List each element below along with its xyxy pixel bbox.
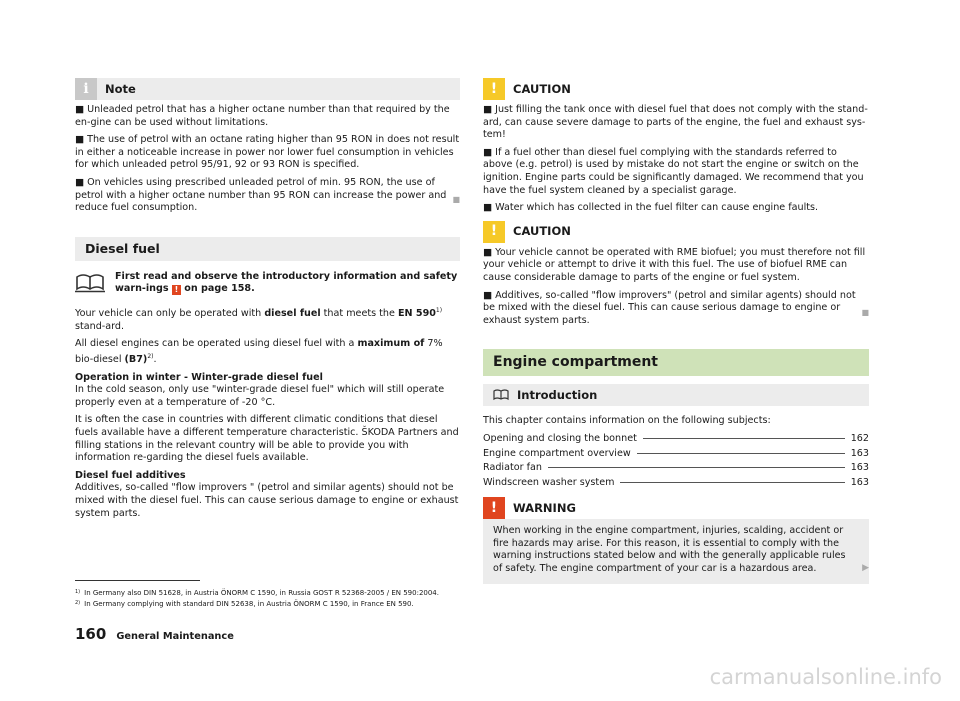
warning-title: WARNING [513,500,576,515]
emphasis: (B7) [124,354,148,366]
text: Your vehicle can only be operated with [75,308,265,320]
note-paragraph: ■ Unleaded petrol that has a higher octane number than that required by the en-gine can be used without limitations. [75,104,450,128]
toc-leader [620,482,844,483]
footnote-mark: 2) [75,600,81,606]
text: stand-ard. [75,320,125,332]
warning-body [483,519,869,583]
toc-page: 163 [850,476,869,488]
emphasis: EN 590 [397,308,436,320]
footnote-ref[interactable]: 2) [147,352,154,360]
intro-reference [75,271,460,296]
toc-entry[interactable] [483,477,869,490]
end-mark-icon: ■ [861,307,869,317]
caution-header [483,221,869,243]
toc-leader [548,467,845,468]
table-of-contents [483,433,869,489]
diesel-paragraph-1 [75,305,460,333]
toc-page: 162 [850,432,869,444]
note-title: Note [105,81,136,96]
footnote [75,598,875,609]
winter-heading: Operation in winter - Winter-grade diesel fuel [75,371,323,383]
caution-paragraph: ■ If a fuel other than diesel fuel complying with the standards referred to above (e.g. petrol) is used by mistake do not start the engine or switch on the ignition. Engine parts could be significantly damaged. We recommend that you have the fuel system cleaned by a specialist garage. [483,146,864,196]
toc-page: 163 [850,462,869,474]
additives-heading: Diesel fuel additives [75,469,186,481]
caution-body [483,100,869,215]
toc-title: Windscreen washer system [483,476,615,488]
watermark: carmanualsonline.info [709,665,942,689]
note-paragraph: ■ On vehicles using prescribed unleaded petrol of min. 95 RON, the use of petrol with a higher octane number than 95 RON can increase the power and reduce fuel consumption. [75,176,447,214]
intro-page-link[interactable]: on page 158. [184,283,255,295]
info-icon: i [75,78,97,100]
toc-leader [643,438,845,439]
text: that meets the [320,308,398,320]
diesel-paragraph-2 [75,338,460,366]
page-footer [75,625,234,644]
caution-title: CAUTION [513,224,571,239]
open-book-icon [493,389,509,401]
continue-arrow-icon: ▶ [862,563,869,574]
caution-icon: ! [483,221,505,243]
text: 7% bio-diesel [75,338,443,366]
caution-header [483,78,869,100]
toc-page: 163 [850,447,869,459]
footnote-rule [75,580,200,581]
winter-paragraph: In the cold season, only use "winter-grade diesel fuel" which will still operate properly even at a temperature of -20 °C. [75,384,445,408]
toc-entry[interactable] [483,433,869,446]
note-header [75,78,460,100]
toc-entry[interactable] [483,448,869,461]
footnotes [75,580,875,609]
intro-text: First read and observe the introductory information and safety warn-ings [115,270,458,295]
left-column [75,78,460,525]
warning-box [483,497,869,583]
emphasis: diesel fuel [264,308,321,320]
note-body [75,100,460,215]
footnote [75,587,875,598]
warning-text: When working in the engine compartment, injuries, scalding, accident or fire hazards may arise. For this reason, it is essential to comply with the warning instructions stated below and with the generally applicable rules of safety. The engine compartment of your car is a hazardous area. [493,525,846,575]
footnote-text: In Germany complying with standard DIN 52638, in Austria ÖNORM C 1590, in France EN 590. [84,600,414,608]
end-mark-icon: ■ [452,195,460,205]
warning-icon: ! [483,497,505,519]
warning-icon: ! [172,285,181,295]
additives-paragraph: Additives, so-called "flow improvers " (petrol and similar agents) should not be mixed with the diesel fuel. This can cause serious damage to engine or exhaust system parts. [75,482,459,519]
text: All diesel engines can be operated using diesel fuel with a [75,338,358,350]
toc-title: Opening and closing the bonnet [483,432,637,444]
page-number: 160 [75,625,107,643]
section-title-diesel: Diesel fuel [75,237,460,261]
footnote-ref[interactable]: 1) [435,306,443,314]
climate-paragraph: It is often the case in countries with different climatic conditions that diesel fuels available have a different temperature characteristic. ŠKODA Partners and filling stations in the relevant country will be able to provide you with information re-garding the diesel fuels available. [75,414,459,464]
caution-paragraph: ■ Just filling the tank once with diesel fuel that does not comply with the stand-ard, can cause severe damage to parts of the engine, the fuel and exhaust sys-tem! [483,104,868,141]
text: . [153,354,157,366]
caution-body [483,243,869,328]
toc-leader [637,453,845,454]
caution-icon: ! [483,78,505,100]
caution-title: CAUTION [513,81,571,96]
emphasis: maximum of [357,338,425,350]
chapter-name: General Maintenance [116,631,234,642]
caution-paragraph: ■ Water which has collected in the fuel filter can cause engine faults. [483,202,819,214]
warning-header [483,497,869,519]
caution-paragraph: ■ Your vehicle cannot be operated with RME biofuel; you must therefore not fill your vehicle or attempt to drive it with this fuel. The use of biofuel RME can cause considerable damage to parts of the engine or fuel system. [483,246,866,283]
footnote-mark: 1) [75,589,81,595]
footnote-text: In Germany also DIN 51628, in Austria ÖNORM C 1590, in Russia GOST R 52368-2005 / EN 590:2004. [84,589,439,597]
toc-entry[interactable] [483,462,869,475]
engine-intro-text: This chapter contains information on the following subjects: [483,415,771,427]
subsection-title: Introduction [517,388,598,403]
section-title-engine: Engine compartment [483,349,869,376]
note-paragraph: ■ The use of petrol with an octane rating higher than 95 RON in does not result in either a noticeable increase in power nor lower fuel consumption in vehicles for which unleaded petrol 95/91, 92 or 93 RON is specified. [75,134,460,171]
right-column [483,78,869,584]
open-book-icon [75,271,105,293]
toc-title: Radiator fan [483,462,542,474]
subsection-introduction [483,384,869,406]
toc-title: Engine compartment overview [483,447,631,459]
caution-paragraph: ■ Additives, so-called "flow improvers" (petrol and similar agents) should not be mixed with the diesel fuel. This can cause serious damage to engine or exhaust system parts. [483,289,856,326]
